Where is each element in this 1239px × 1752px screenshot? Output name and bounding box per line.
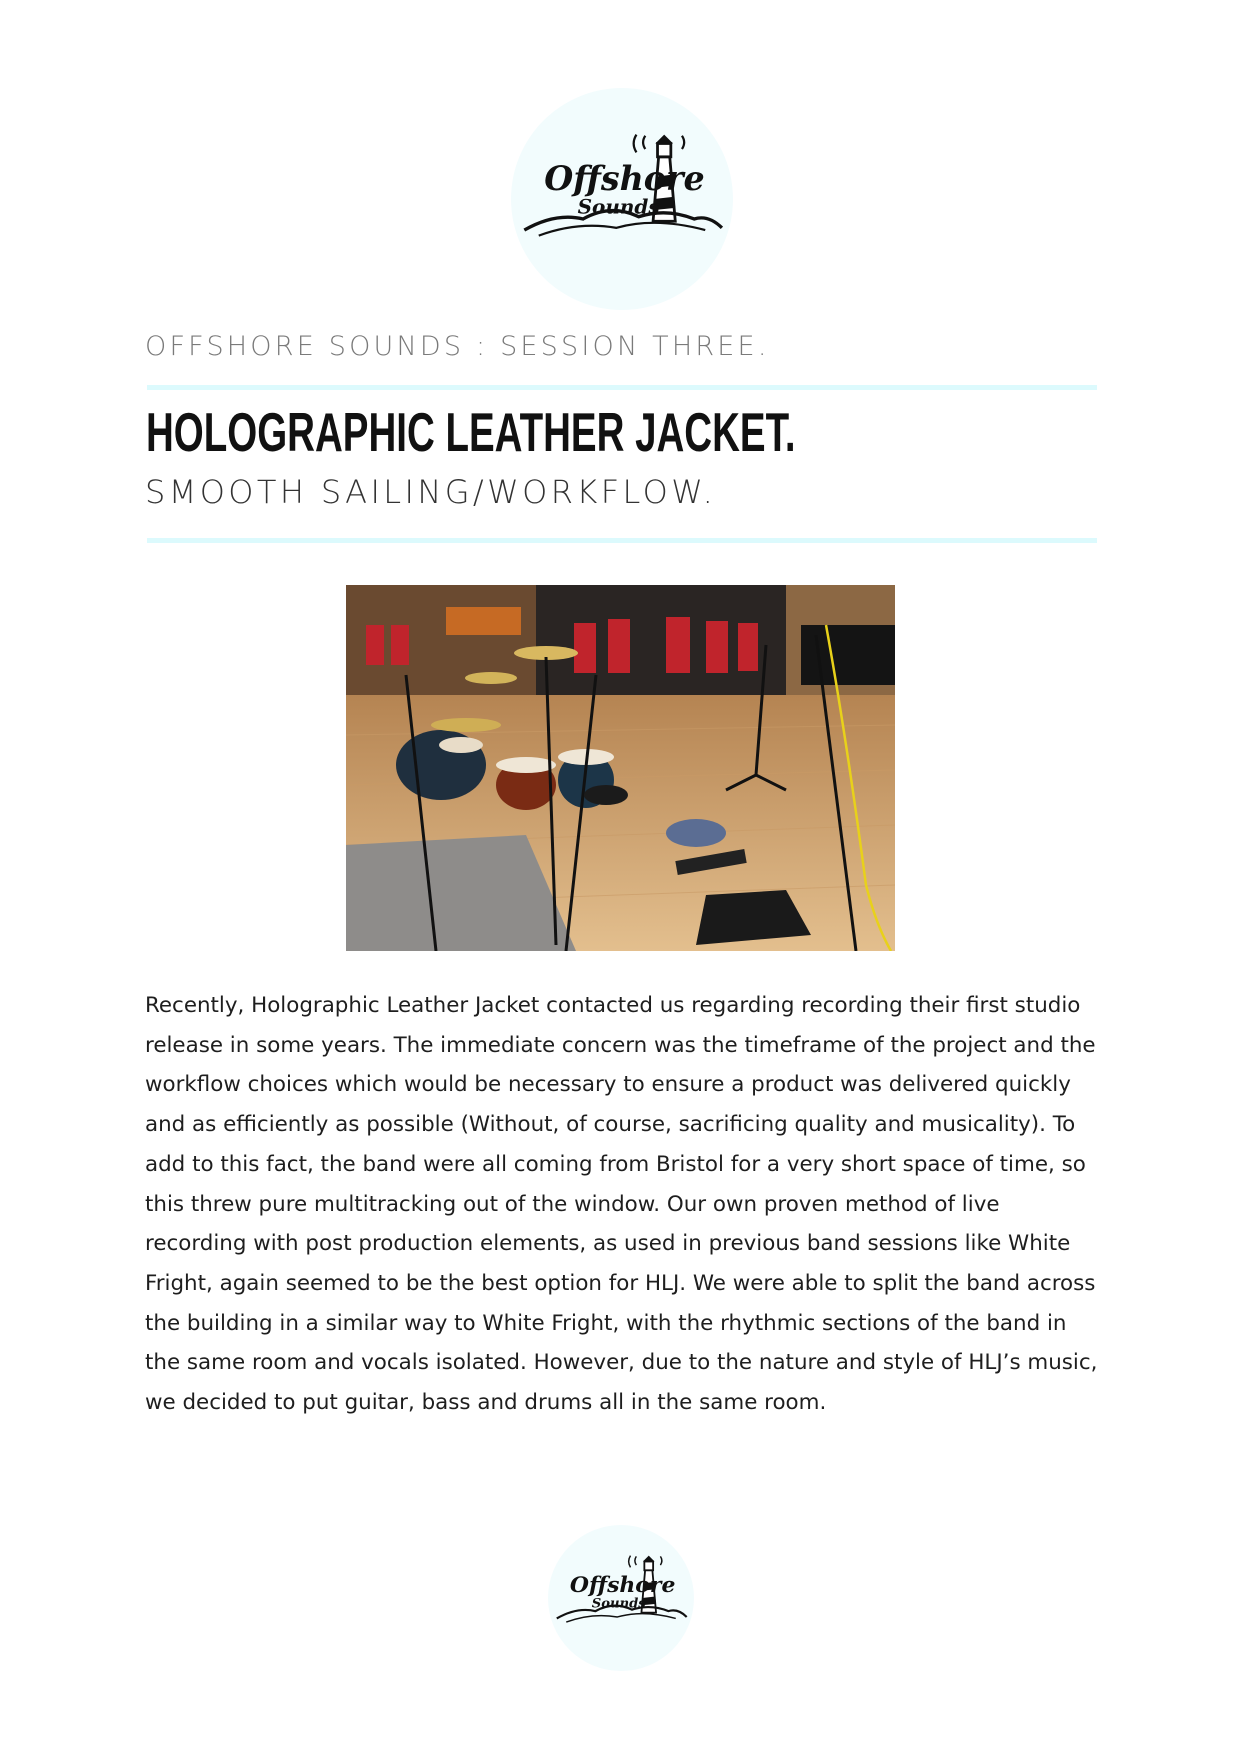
divider-bottom [147, 538, 1097, 543]
lighthouse-logo-icon [548, 1525, 694, 1671]
session-kicker: OFFSHORE SOUNDS : SESSION THREE. [145, 331, 770, 362]
body-paragraph: Recently, Holographic Leather Jacket contacted us regarding recording their first studio release in some years. The immediate concern was the timeframe of the project and the workflow choices which would be necessary to ensure a product was delivered quickly and as efficiently as possible (Without, of course, sacrificing quality and musicality). To add to this fact, the band were all coming from Bristol for a very short space of time, so this threw pure multitracking out of the window. Our own proven method of live recording with post production elements, as used in previous band sessions like White Fright, again seemed to be the best option for HLJ. We were able to split the band across the building in a similar way to White Fright, with the rhythmic sections of the band in the same room and vocals isolated. However, due to the nature and style of HLJ’s music, we decided to put guitar, bass and drums all in the same room. [145, 993, 1098, 1416]
svg-text:Offshore: Offshore [569, 1572, 676, 1599]
svg-text:Sounds: Sounds [577, 194, 660, 219]
page-subtitle: SMOOTH SAILING/WORKFLOW. [145, 473, 717, 511]
page-title: HOLOGRAPHIC LEATHER JACKET. [146, 401, 796, 463]
studio-drum-kit-photo-icon [346, 585, 895, 951]
offshore-sounds-logo [511, 88, 733, 310]
lighthouse-logo-icon [511, 88, 733, 310]
offshore-sounds-footer-logo [548, 1525, 694, 1671]
svg-text:Offshore: Offshore [544, 159, 705, 199]
divider-top [147, 385, 1097, 390]
svg-text:Sounds: Sounds [591, 1596, 646, 1612]
studio-photo [346, 585, 895, 951]
